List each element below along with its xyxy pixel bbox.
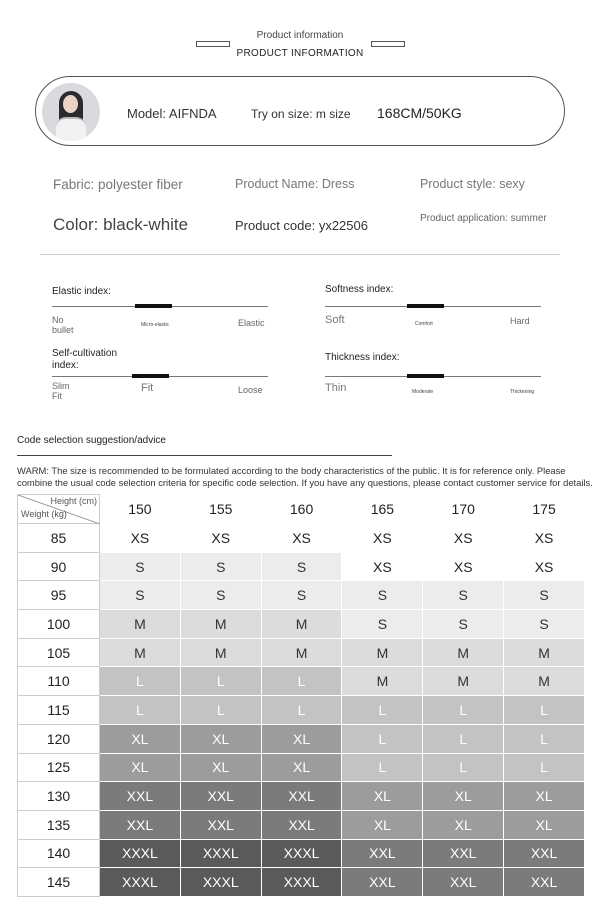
size-cell: M — [261, 638, 342, 667]
header-title: PRODUCT INFORMATION — [236, 48, 364, 59]
weight-cell: 140 — [18, 839, 100, 868]
size-cell: XS — [423, 552, 504, 581]
table-row — [18, 552, 585, 581]
size-cell: XL — [504, 810, 585, 839]
header-bar-right-decoration — [371, 41, 405, 47]
size-cell: XXL — [504, 868, 585, 897]
elastic-high-label: Elastic — [238, 318, 265, 328]
weight-cell: 100 — [18, 610, 100, 639]
size-cell: M — [180, 610, 261, 639]
thickness-index-title: Thickness index: — [325, 352, 400, 363]
size-cell: XL — [423, 810, 504, 839]
size-cell: XXL — [342, 868, 423, 897]
try-on-size: Try on size: m size — [251, 107, 351, 121]
size-cell: L — [342, 696, 423, 725]
size-cell: XL — [504, 782, 585, 811]
size-warning-text: WARM: The size is recommended to be formulated according to the body characteristics of the public. It is for reference only. Please combine the usual code selection criteria for specific code selection. If you have any questions, please contact customer service for details. — [17, 465, 593, 488]
size-cell: XS — [423, 524, 504, 553]
height-header: 155 — [180, 495, 261, 524]
size-cell: XL — [180, 724, 261, 753]
weight-cell: 85 — [18, 524, 100, 553]
model-avatar — [42, 83, 100, 141]
size-cell: XS — [504, 524, 585, 553]
softness-scale-marker — [407, 304, 444, 308]
weight-cell: 135 — [18, 810, 100, 839]
size-cell: XL — [100, 753, 181, 782]
size-cell: XL — [180, 753, 261, 782]
size-cell: XXXL — [100, 839, 181, 868]
softness-low-label: Soft — [325, 314, 345, 326]
size-cell: L — [504, 696, 585, 725]
size-cell: S — [423, 610, 504, 639]
size-cell: XL — [261, 724, 342, 753]
size-cell: L — [100, 696, 181, 725]
size-cell: M — [342, 638, 423, 667]
size-cell: L — [100, 667, 181, 696]
size-table-corner — [18, 495, 100, 524]
weight-cell: 95 — [18, 581, 100, 610]
model-name: Model: AIFNDA — [127, 106, 217, 121]
table-row — [18, 839, 585, 868]
size-cell: S — [100, 581, 181, 610]
size-cell: L — [261, 696, 342, 725]
table-row — [18, 581, 585, 610]
header-bar-left-decoration — [196, 41, 230, 47]
size-cell: S — [261, 581, 342, 610]
size-cell: M — [423, 638, 504, 667]
softness-mid-label: Comfort — [415, 321, 433, 327]
size-cell: M — [261, 610, 342, 639]
size-cell: XXL — [100, 782, 181, 811]
size-cell: XXXL — [180, 868, 261, 897]
size-cell: XS — [342, 524, 423, 553]
table-row — [18, 868, 585, 897]
weight-cell: 90 — [18, 552, 100, 581]
section-header — [0, 28, 600, 68]
size-cell: L — [423, 696, 504, 725]
cultivation-index-title: Self-cultivation index: — [52, 348, 118, 371]
size-cell: XXXL — [261, 839, 342, 868]
size-cell: XL — [100, 724, 181, 753]
size-cell: S — [504, 581, 585, 610]
weight-cell: 115 — [18, 696, 100, 725]
table-row — [18, 696, 585, 725]
model-height-weight: 168CM/50KG — [377, 105, 462, 121]
product-application: Product application: summer — [420, 213, 547, 224]
size-cell: L — [180, 667, 261, 696]
size-cell: L — [261, 667, 342, 696]
size-cell: S — [504, 610, 585, 639]
size-cell: S — [261, 552, 342, 581]
size-cell: S — [342, 610, 423, 639]
size-cell: XS — [100, 524, 181, 553]
cultivation-low-label: Slim Fit — [52, 381, 70, 401]
height-header: 160 — [261, 495, 342, 524]
thickness-scale-marker — [407, 374, 444, 378]
table-row — [18, 610, 585, 639]
code-selection-underline — [17, 455, 392, 456]
size-cell: XL — [342, 782, 423, 811]
size-cell: XXL — [261, 782, 342, 811]
table-row — [18, 524, 585, 553]
height-header: 165 — [342, 495, 423, 524]
size-cell: XL — [261, 753, 342, 782]
size-cell: M — [504, 638, 585, 667]
height-header: 150 — [100, 495, 181, 524]
size-cell: M — [504, 667, 585, 696]
size-cell: XS — [504, 552, 585, 581]
size-cell: XXL — [100, 810, 181, 839]
size-cell: XXXL — [261, 868, 342, 897]
thickness-low-label: Thin — [325, 382, 347, 394]
height-header: 170 — [423, 495, 504, 524]
weight-cell: 120 — [18, 724, 100, 753]
elastic-mid-label: Micro-elastic — [141, 322, 170, 328]
size-cell: L — [504, 753, 585, 782]
product-name: Product Name: Dress — [235, 177, 355, 191]
table-row — [18, 753, 585, 782]
code-selection-title: Code selection suggestion/advice — [17, 435, 166, 446]
size-cell: M — [100, 638, 181, 667]
product-fabric: Fabric: polyester fiber — [53, 177, 183, 192]
height-axis-label: Height (cm) — [50, 496, 97, 506]
softness-high-label: Hard — [510, 316, 530, 326]
table-row — [18, 724, 585, 753]
size-cell: L — [423, 724, 504, 753]
divider — [40, 254, 560, 255]
product-code: Product code: yx22506 — [235, 218, 368, 233]
size-cell: M — [180, 638, 261, 667]
weight-cell: 130 — [18, 782, 100, 811]
size-cell: XXXL — [100, 868, 181, 897]
size-cell: L — [504, 724, 585, 753]
size-cell: XS — [261, 524, 342, 553]
header-title-small: Product information — [256, 30, 344, 41]
weight-axis-label: Weight (kg) — [21, 509, 67, 519]
softness-index-title: Softness index: — [325, 284, 394, 295]
size-cell: L — [180, 696, 261, 725]
size-cell: XL — [423, 782, 504, 811]
elastic-low-label: No bullet — [52, 315, 74, 335]
size-cell: XS — [342, 552, 423, 581]
size-cell: XXL — [342, 839, 423, 868]
size-cell: M — [100, 610, 181, 639]
size-cell: XXL — [180, 782, 261, 811]
size-cell: S — [180, 552, 261, 581]
size-table-header-row — [18, 495, 585, 524]
size-cell: XXL — [423, 868, 504, 897]
thickness-high-label: Thickening — [510, 389, 535, 395]
size-cell: S — [180, 581, 261, 610]
size-cell: XXL — [504, 839, 585, 868]
size-table — [17, 494, 585, 897]
size-cell: M — [342, 667, 423, 696]
table-row — [18, 810, 585, 839]
weight-cell: 105 — [18, 638, 100, 667]
size-cell: XXL — [261, 810, 342, 839]
size-cell: S — [342, 581, 423, 610]
size-cell: XS — [180, 524, 261, 553]
weight-cell: 110 — [18, 667, 100, 696]
product-style: Product style: sexy — [420, 177, 525, 191]
table-row — [18, 782, 585, 811]
size-cell: XL — [342, 810, 423, 839]
cultivation-mid-label: Fit — [141, 382, 154, 394]
elastic-scale-marker — [135, 304, 172, 308]
product-color: Color: black-white — [53, 215, 189, 234]
size-cell: M — [423, 667, 504, 696]
size-cell: XXL — [180, 810, 261, 839]
size-cell: S — [100, 552, 181, 581]
table-row — [18, 638, 585, 667]
height-header: 175 — [504, 495, 585, 524]
size-cell: L — [342, 724, 423, 753]
size-cell: XXXL — [180, 839, 261, 868]
weight-cell: 145 — [18, 868, 100, 897]
size-cell: XXL — [423, 839, 504, 868]
cultivation-high-label: Loose — [238, 385, 263, 395]
size-cell: L — [342, 753, 423, 782]
size-cell: L — [423, 753, 504, 782]
thickness-mid-label: Moderate — [412, 389, 434, 395]
model-card — [35, 76, 565, 146]
cultivation-scale-marker — [132, 374, 169, 378]
weight-cell: 125 — [18, 753, 100, 782]
size-cell: S — [423, 581, 504, 610]
elastic-index-title: Elastic index: — [52, 286, 111, 297]
table-row — [18, 667, 585, 696]
